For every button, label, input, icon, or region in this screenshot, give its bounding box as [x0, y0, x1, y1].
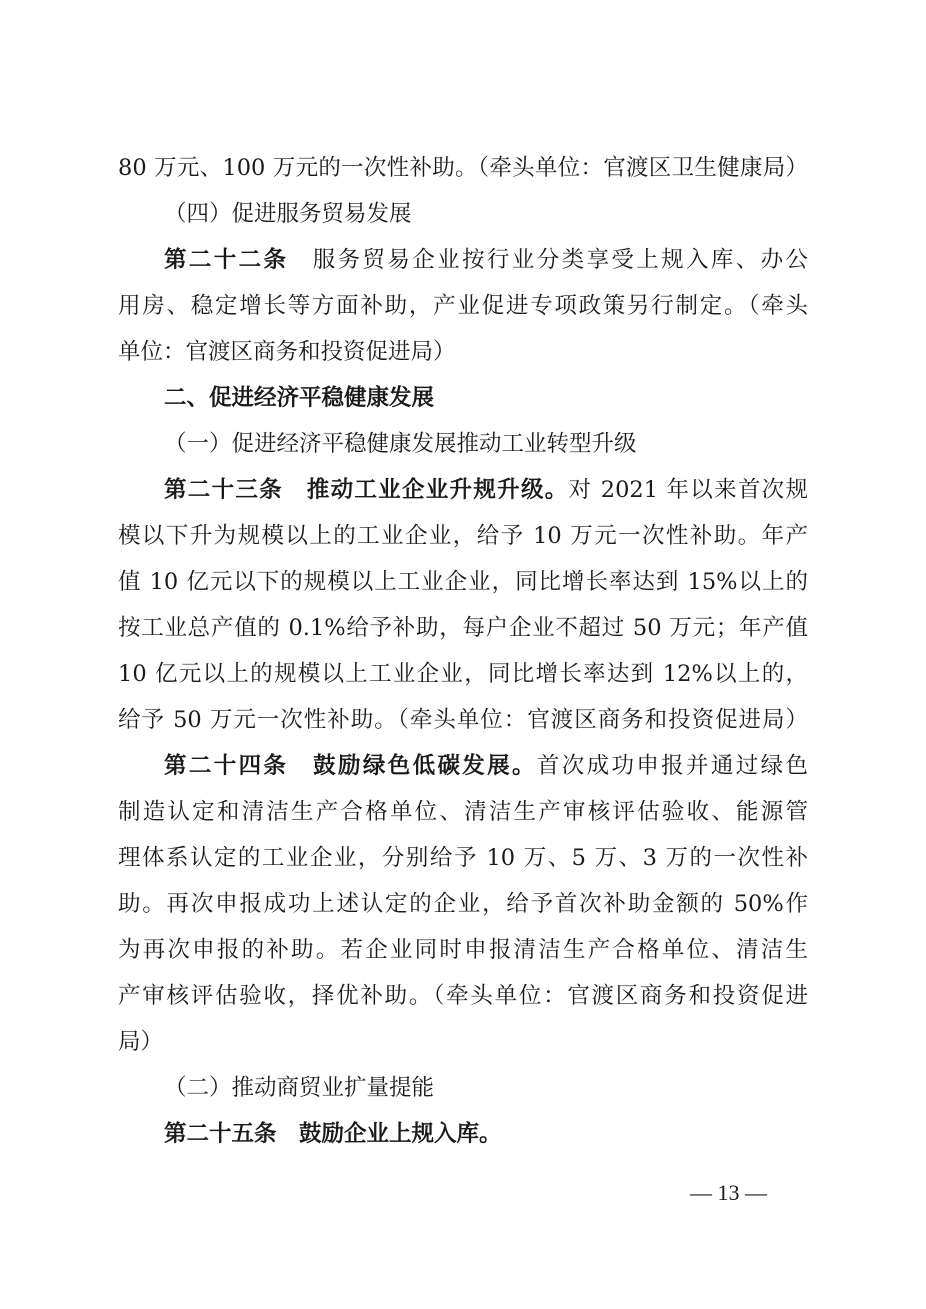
paragraph-line: 给予 50 万元一次性补助。（牵头单位：官渡区商务和投资促进局） — [118, 707, 808, 733]
article-24-line-1 — [164, 746, 808, 786]
paragraph-line: 制造认定和清洁生产合格单位、清洁生产审核评估验收、能源管 — [118, 799, 808, 825]
section-heading-1: （一）促进经济平稳健康发展推动工业转型升级 — [164, 431, 637, 457]
paragraph-line: 用房、稳定增长等方面补助，产业促进专项政策另行制定。（牵头 — [118, 293, 808, 319]
paragraph-line: 按工业总产值的 0.1%给予补助，每户企业不超过 50 万元；年产值 — [118, 615, 808, 641]
paragraph-line: 值 10 亿元以下的规模以上工业企业，同比增长率达到 15%以上的 — [118, 569, 808, 595]
paragraph-line: 理体系认定的工业企业，分别给予 10 万、5 万、3 万的一次性补 — [118, 845, 808, 871]
article-24-text: 首次成功申报并通过绿色 — [536, 753, 808, 779]
paragraph-line: 单位：官渡区商务和投资促进局） — [118, 339, 456, 365]
paragraph-line: 产审核评估验收，择优补助。（牵头单位：官渡区商务和投资促进 — [118, 983, 808, 1009]
paragraph-line: 为再次申报的补助。若企业同时申报清洁生产合格单位、清洁生 — [118, 937, 808, 963]
article-22-line-1 — [164, 240, 808, 280]
section-heading-2: （二）推动商贸业扩量提能 — [164, 1075, 435, 1101]
article-23-text: 对 2021 年以来首次规 — [568, 477, 808, 503]
paragraph-line: 局） — [118, 1029, 164, 1055]
paragraph-line: 模以下升为规模以上的工业企业，给予 10 万元一次性补助。年产 — [118, 523, 808, 549]
chapter-heading-2: 二、促进经济平稳健康发展 — [164, 385, 435, 411]
article-23-line-1 — [164, 470, 808, 510]
paragraph-line: 10 亿元以上的规模以上工业企业，同比增长率达到 12%以上的， — [118, 661, 808, 687]
article-24-title: 第二十四条 鼓励绿色低碳发展。 — [164, 753, 537, 779]
page-number: — 13 — — [690, 1180, 767, 1205]
article-22-text: 服务贸易企业按行业分类享受上规入库、办公 — [310, 247, 808, 273]
article-22-title: 第二十二条 — [164, 247, 289, 273]
section-heading-4: （四）促进服务贸易发展 — [164, 201, 412, 227]
article-23-title: 第二十三条 推动工业企业升规升级。 — [164, 477, 569, 503]
paragraph-line: 80 万元、100 万元的一次性补助。（牵头单位：官渡区卫生健康局） — [118, 155, 808, 181]
paragraph-line: 助。再次申报成功上述认定的企业，给予首次补助金额的 50%作 — [118, 891, 808, 917]
article-25-title: 第二十五条 鼓励企业上规入库。 — [164, 1121, 502, 1147]
